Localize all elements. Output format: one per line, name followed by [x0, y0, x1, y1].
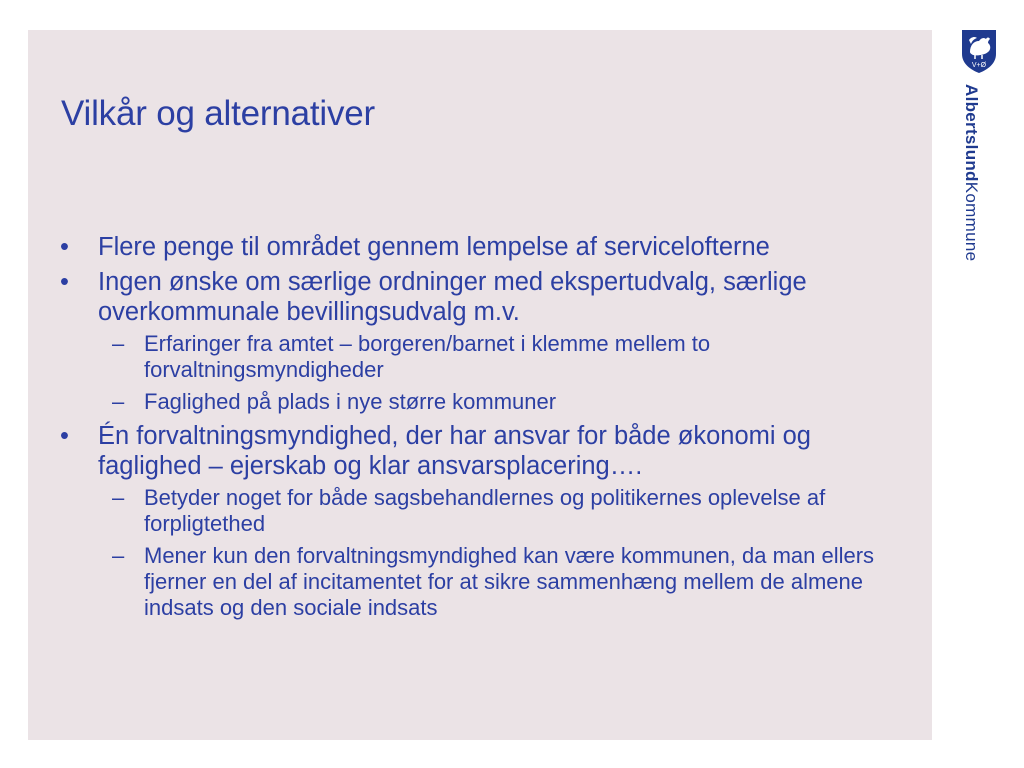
logo-name-light: Kommune [962, 181, 981, 262]
albertslund-logo [958, 28, 1000, 262]
logo-name-bold: Albertslund [962, 84, 981, 182]
rooster-crest-icon [960, 28, 998, 74]
logo-wordmark [961, 84, 981, 261]
crest-text: V+Ø [971, 62, 987, 69]
bullet-item: • Flere penge til området gennem lempelse af servicelofterne [60, 232, 910, 262]
slide-content [60, 232, 910, 627]
sub-bullet-item: – Faglighed på plads i nye større kommuner [60, 389, 910, 415]
bullet-item: • Ingen ønske om særlige ordninger med ekspertudvalg, særlige overkommunale bevillingsudvalg m.v. [60, 267, 910, 327]
bullet-item: • Én forvaltningsmyndighed, der har ansvar for både økonomi og faglighed – ejerskab og klar ansvarsplacering…. [60, 421, 910, 481]
slide-title: Vilkår og alternativer [61, 94, 376, 133]
sub-bullet-item: – Erfaringer fra amtet – borgeren/barnet i klemme mellem to forvaltningsmyndigheder [60, 331, 910, 383]
bullet-list [60, 232, 910, 621]
sub-bullet-item: – Mener kun den forvaltningsmyndighed kan være kommunen, da man ellers fjerner en del af incitamentet for at sikre sammenhæng mellem de almene indsats og den sociale indsats [60, 543, 910, 621]
sub-bullet-item: – Betyder noget for både sagsbehandlernes og politikernes oplevelse af forpligtethed [60, 485, 910, 537]
